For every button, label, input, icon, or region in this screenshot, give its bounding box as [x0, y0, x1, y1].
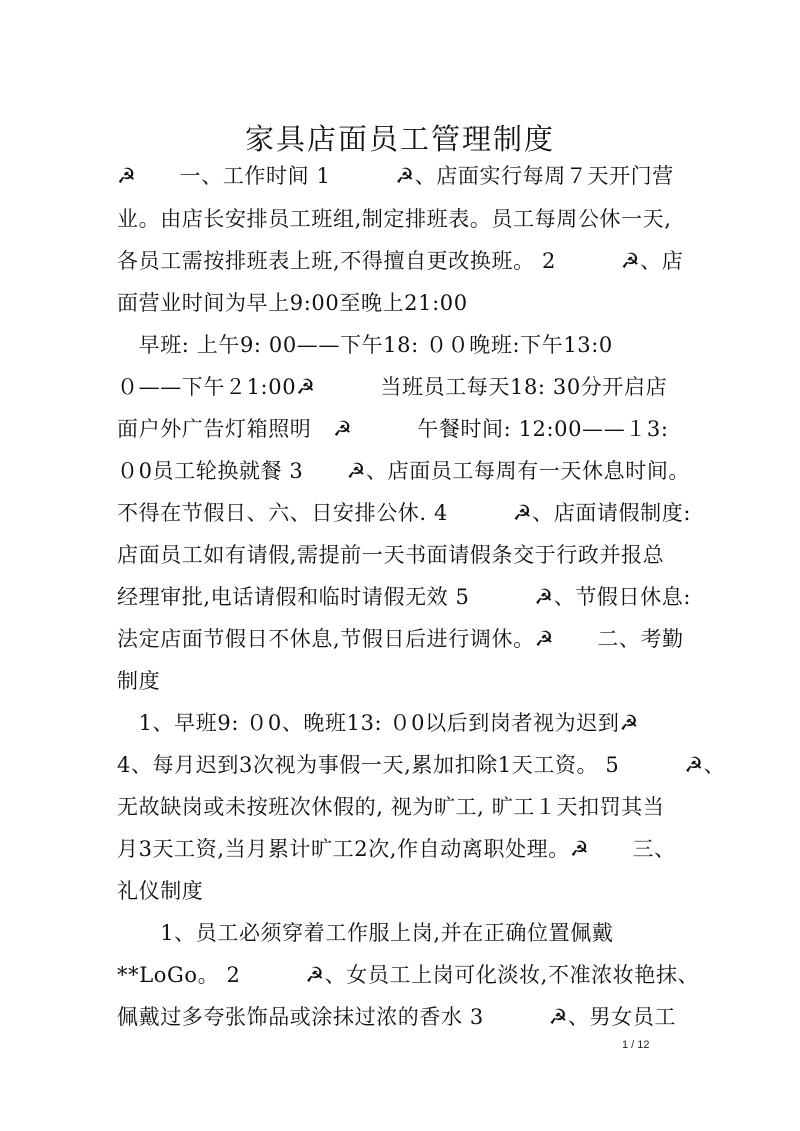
body-line-1: ☭ 一、工作时间 1 ☭、店面实行每周７天开门营	[117, 164, 674, 188]
body-line-11: 经理审批,电话请假和临时请假无效 5 ☭、节假日休息:	[117, 585, 692, 609]
body-line-15: 4、每月迟到3次视为事假一天,累加扣除1天工资。 5 ☭、	[117, 753, 726, 777]
body-line-5: 早班: 上午9: 00——下午18: ００晚班:下午13:0	[117, 333, 613, 357]
body-line-17: 月3天工资,当月累计旷工2次,作自动离职处理。☭ 三、	[117, 837, 676, 861]
page-title: 家具店面员工管理制度	[244, 122, 555, 157]
page-number: 1 / 12	[622, 1039, 650, 1051]
body-line-21: 佩戴过多夸张饰品或涂抹过浓的香水 3 ☭、男女员工	[117, 1005, 677, 1029]
body-line-2: 业。由店长安排员工班组,制定排班表。员工每周公休一天,	[117, 207, 672, 231]
body-line-9: 不得在节假日、六、日安排公休. 4 ☭、店面请假制度:	[117, 501, 692, 525]
body-line-14: 1、早班9: ０0、晚班13: ０0以后到岗者视为迟到☭	[117, 711, 639, 735]
body-line-20: **LoGo。 2 ☭、女员工上岗可化淡妆,不准浓妆艳抹、	[117, 963, 700, 987]
body-line-19: 1、员工必须穿着工作服上岗,并在正确位置佩戴	[117, 921, 614, 945]
body-line-4: 面营业时间为早上9:00至晚上21:00	[117, 291, 468, 315]
body-line-18: 礼仪制度	[117, 879, 204, 903]
body-line-10: 店面员工如有请假,需提前一天书面请假条交于行政并报总	[117, 543, 665, 567]
body-line-3: 各员工需按排班表上班,不得擅自更改换班。 2 ☭、店	[117, 249, 684, 273]
body-line-6: ０——下午２1:00☭ 当班员工每天18: 30分开启店	[117, 375, 668, 399]
body-line-16: 无故缺岗或未按班次休假的, 视为旷工, 旷工１天扣罚其当	[117, 795, 665, 819]
body-line-12: 法定店面节假日不休息,节假日后进行调休。☭ 二、考勤	[117, 627, 684, 651]
body-line-7: 面户外广告灯箱照明 ☭ 午餐时间: 12:00——１3:	[117, 417, 669, 441]
body-line-8: ０0员工轮换就餐 3 ☭、店面员工每周有一天休息时间。	[117, 459, 691, 483]
body-line-13: 制度	[117, 669, 161, 693]
